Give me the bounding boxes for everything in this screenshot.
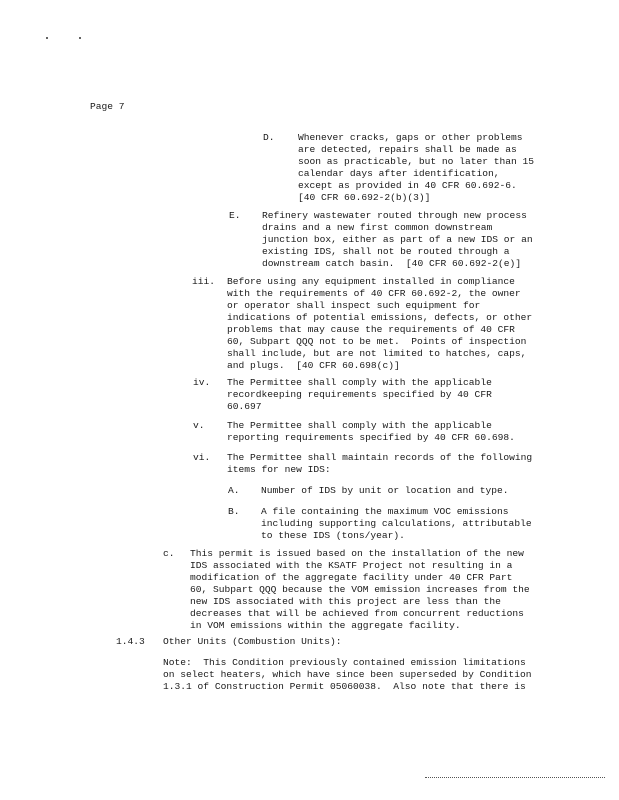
item-e-line: drains and a new first common downstream [262, 222, 493, 233]
item-e-line: downstream catch basin. [40 CFR 60.692-2(e)] [262, 258, 522, 269]
item-marker-e: E. [229, 210, 241, 221]
item-iv-line: recordkeeping requirements specified by 40 CFR [227, 389, 492, 400]
item-d-line: calendar days after identification, [298, 168, 500, 179]
item-iii-line: indications of potential emissions, defects, or other [227, 312, 533, 323]
item-iii-line: or operator shall inspect such equipment for [227, 300, 481, 311]
item-iv-line: 60.697 [227, 401, 262, 412]
footer-dotted-rule [425, 777, 605, 778]
item-vi-line: items for new IDS: [227, 464, 331, 475]
item-marker-vi: vi. [193, 452, 211, 463]
item-marker-vi-a: A. [228, 485, 240, 496]
item-iii-line: with the requirements of 40 CFR 60.692-2, the owner [227, 288, 521, 299]
item-marker-d: D. [263, 132, 275, 143]
item-vi-line: The Permittee shall maintain records of the following [227, 452, 533, 463]
item-vi-a-line: Number of IDS by unit or location and type. [261, 485, 509, 496]
item-e-line: existing IDS, shall not be routed through a [262, 246, 510, 257]
item-marker-iii: iii. [192, 276, 216, 287]
item-iii-line: Before using any equipment installed in compliance [227, 276, 515, 287]
item-c-line: in VOM emissions within the aggregate facility. [190, 620, 461, 631]
item-iii-line: 60, Subpart QQQ not to be met. Points of inspection [227, 336, 527, 347]
note-line: on select heaters, which have since been superseded by Condition [163, 669, 532, 680]
scan-speck [46, 37, 48, 39]
item-marker-v: v. [193, 420, 205, 431]
item-d-line: are detected, repairs shall be made as [298, 144, 517, 155]
item-d-line: soon as practicable, but no later than 15 [298, 156, 535, 167]
item-iii-line: shall include, but are not limited to hatches, caps, [227, 348, 527, 359]
section-heading: Other Units (Combustion Units): [163, 636, 342, 647]
note-line: 1.3.1 of Construction Permit 05060038. Also note that there is [163, 681, 526, 692]
item-iv-line: The Permittee shall comply with the applicable [227, 377, 492, 388]
item-c-line: This permit is issued based on the installation of the new [190, 548, 524, 559]
item-d-line: Whenever cracks, gaps or other problems [298, 132, 523, 143]
item-marker-iv: iv. [193, 377, 211, 388]
item-d-line: except as provided in 40 CFR 60.692-6. [298, 180, 517, 191]
item-iii-line: and plugs. [40 CFR 60.698(c)] [227, 360, 400, 371]
item-c-line: new IDS associated with this project are less than the [190, 596, 501, 607]
section-number: 1.4.3 [116, 636, 145, 647]
item-marker-vi-b: B. [228, 506, 240, 517]
item-e-line: junction box, either as part of a new IDS or an [262, 234, 533, 245]
note-line: Note: This Condition previously contained emission limitations [163, 657, 526, 668]
item-c-line: 60, Subpart QQQ because the VOM emission increases from the [190, 584, 530, 595]
item-c-line: IDS associated with the KSATF Project not resulting in a [190, 560, 513, 571]
item-vi-b-line: including supporting calculations, attributable [261, 518, 532, 529]
item-v-line: reporting requirements specified by 40 CFR 60.698. [227, 432, 515, 443]
scan-speck [79, 37, 81, 39]
item-vi-b-line: to these IDS (tons/year). [261, 530, 405, 541]
page-label: Page 7 [90, 101, 125, 112]
item-c-line: modification of the aggregate facility under 40 CFR Part [190, 572, 513, 583]
item-v-line: The Permittee shall comply with the applicable [227, 420, 492, 431]
item-vi-b-line: A file containing the maximum VOC emissions [261, 506, 509, 517]
item-iii-line: problems that may cause the requirements of 40 CFR [227, 324, 515, 335]
item-d-line: [40 CFR 60.692-2(b)(3)] [298, 192, 431, 203]
item-e-line: Refinery wastewater routed through new process [262, 210, 527, 221]
item-c-line: decreases that will be achieved from concurrent reductions [190, 608, 524, 619]
item-marker-c: c. [163, 548, 175, 559]
